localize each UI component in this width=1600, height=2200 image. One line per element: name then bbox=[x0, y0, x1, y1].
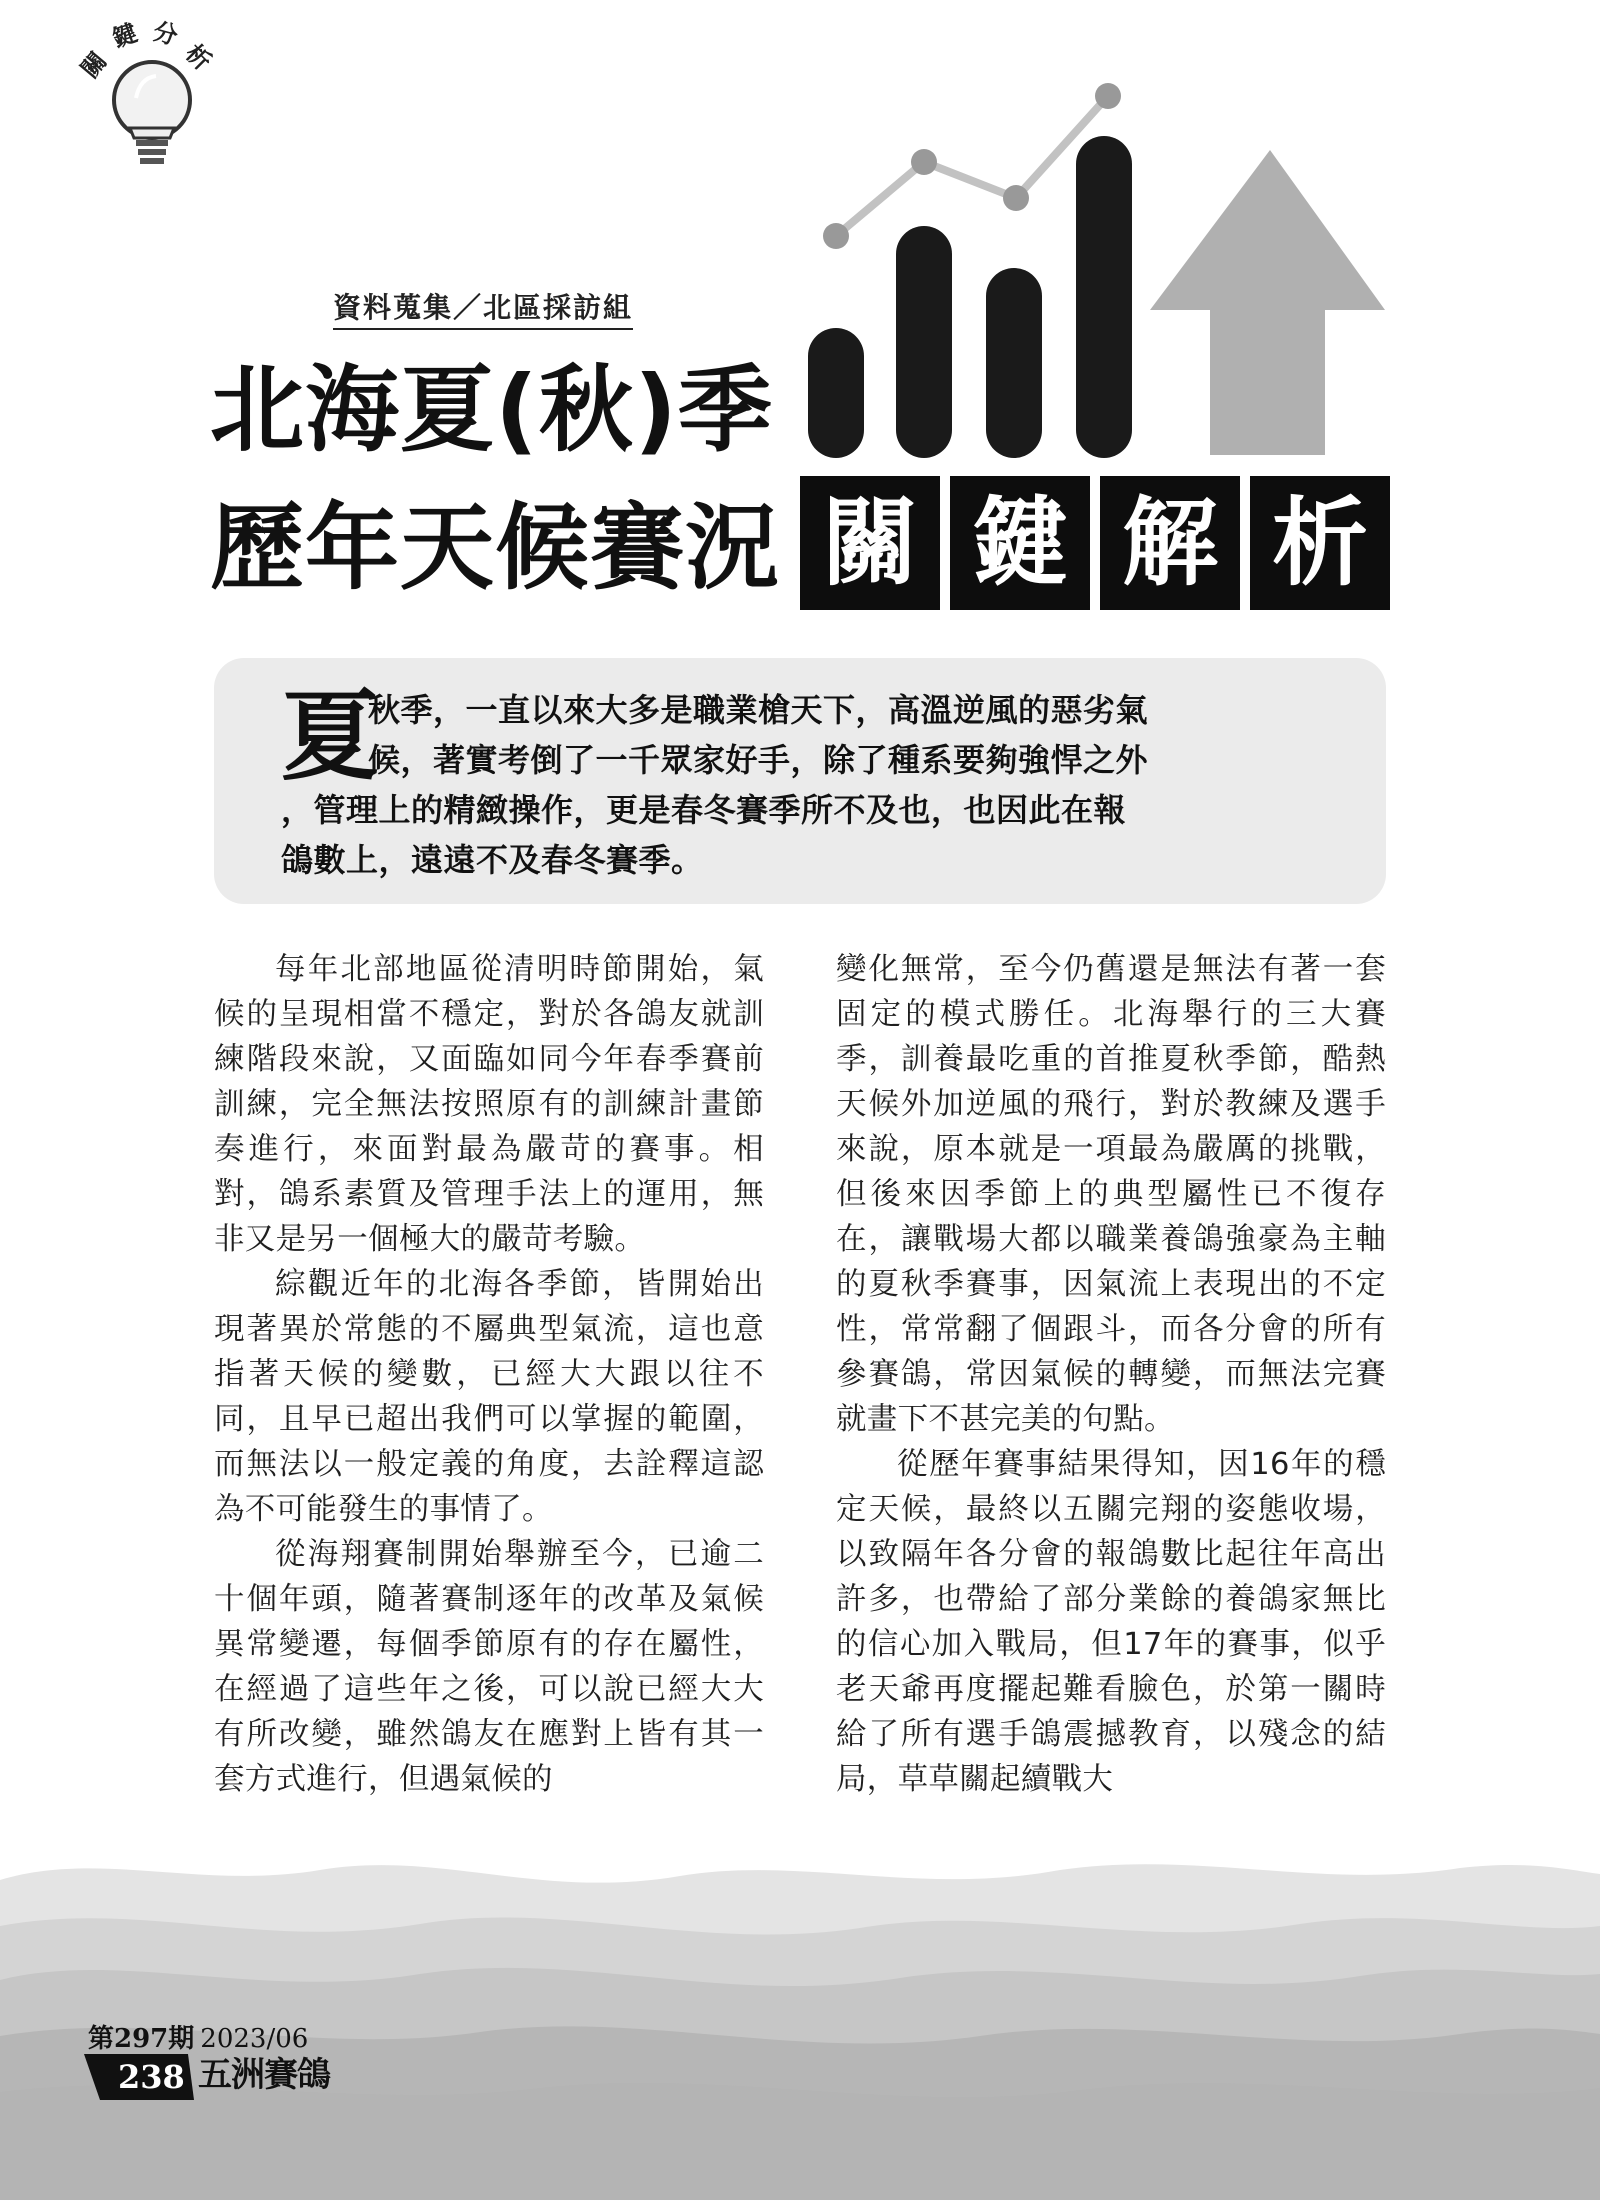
paragraph: 每年北部地區從清明時節開始，氣候的呈現相當不穩定，對於各鴿友就訓練階段來說，又面臨如同今年春季賽前訓練，完全無法按照原有的訓練計畫節奏進行，來面對最為嚴苛的賽事。相對，鴿系素質及管理手法上的運用，無非又是另一個極大的嚴苛考驗。 bbox=[214, 952, 764, 1257]
section-badge bbox=[60, 10, 240, 170]
magazine-name: 五洲賽鴿 bbox=[198, 2055, 330, 2095]
issue-info bbox=[88, 2018, 308, 2055]
lede-line: 鴿數上，遠遠不及春冬賽季。 bbox=[281, 841, 704, 879]
headline-boxed-words bbox=[800, 476, 1390, 610]
lightbulb-icon bbox=[60, 10, 240, 170]
lede-line: 候，著實考倒了一千眾家好手，除了種系要夠強悍之外 bbox=[368, 741, 1149, 779]
page-number: 238 bbox=[118, 2058, 185, 2096]
issue-number: 第297期 bbox=[88, 2024, 195, 2054]
headline-line-2: 歷年天候賽況 bbox=[210, 494, 781, 603]
headline-line-1: 北海夏(秋)季 bbox=[210, 356, 773, 465]
headline-box-char: 析 bbox=[1250, 476, 1390, 610]
body-column-left bbox=[214, 947, 764, 1802]
paragraph: 從海翔賽制開始舉辦至今，已逾二十個年頭，隨著賽制逐年的改革及氣候異常變遷，每個季節原有的存在屬性，在經過了這些年之後，可以說已經大大有所改變，雖然鴿友在應對上皆有其一套方式進行，但遇氣候的 bbox=[214, 1537, 764, 1797]
growth-chart-illustration bbox=[800, 70, 1400, 470]
badge-char-1: 關 bbox=[75, 46, 113, 84]
badge-char-2: 鍵 bbox=[108, 18, 141, 54]
headline-box-char: 鍵 bbox=[950, 476, 1090, 610]
lede-line: ，管理上的精緻操作，更是春冬賽季所不及也，也因此在報 bbox=[281, 791, 1127, 829]
byline: 資料蒐集／北區採訪組 bbox=[333, 286, 633, 330]
badge-char-4: 析 bbox=[179, 38, 217, 76]
paragraph: 從歷年賽事結果得知，因16年的穩定天候，最終以五關完翔的姿態收場，以致隔年各分會的報鴿數比起往年高出許多，也帶給了部分業餘的養鴿家無比的信心加入戰局，但17年的賽事，似乎老天爺再度擺起難看臉色，於第一關時給了所有選手鴿震撼教育，以殘念的結局，草草關起續戰大 bbox=[836, 1447, 1386, 1797]
lede-drop-cap: 夏 bbox=[281, 680, 380, 794]
up-arrow-icon bbox=[1150, 150, 1385, 455]
lede-line: 秋季，一直以來大多是職業槍天下，高溫逆風的惡劣氣 bbox=[368, 691, 1149, 729]
issue-date: 2023/06 bbox=[200, 2024, 309, 2054]
body-column-right bbox=[836, 947, 1386, 1802]
headline-box-char: 關 bbox=[800, 476, 940, 610]
paragraph: 綜觀近年的北海各季節，皆開始出現著異於常態的不屬典型氣流，這也意指著天候的變數，已經大大跟以往不同，且早已超出我們可以掌握的範圍，而無法以一般定義的角度，去詮釋這認為不可能發生的事情了。 bbox=[214, 1267, 764, 1527]
headline-box-char: 解 bbox=[1100, 476, 1240, 610]
paragraph: 變化無常，至今仍舊還是無法有著一套固定的模式勝任。北海舉行的三大賽季，訓養最吃重的首推夏秋季節，酷熱天候外加逆風的飛行，對於教練及選手來說，原本就是一項最為嚴厲的挑戰，但後來因季節上的典型屬性已不復存在，讓戰場大都以職業養鴿強豪為主軸的夏秋季賽事，因氣流上表現出的不定性，常常翻了個跟斗，而各分會的所有參賽鴿，常因氣候的轉變，而無法完賽就畫下不甚完美的句點。 bbox=[836, 952, 1386, 1437]
badge-char-3: 分 bbox=[150, 17, 181, 51]
